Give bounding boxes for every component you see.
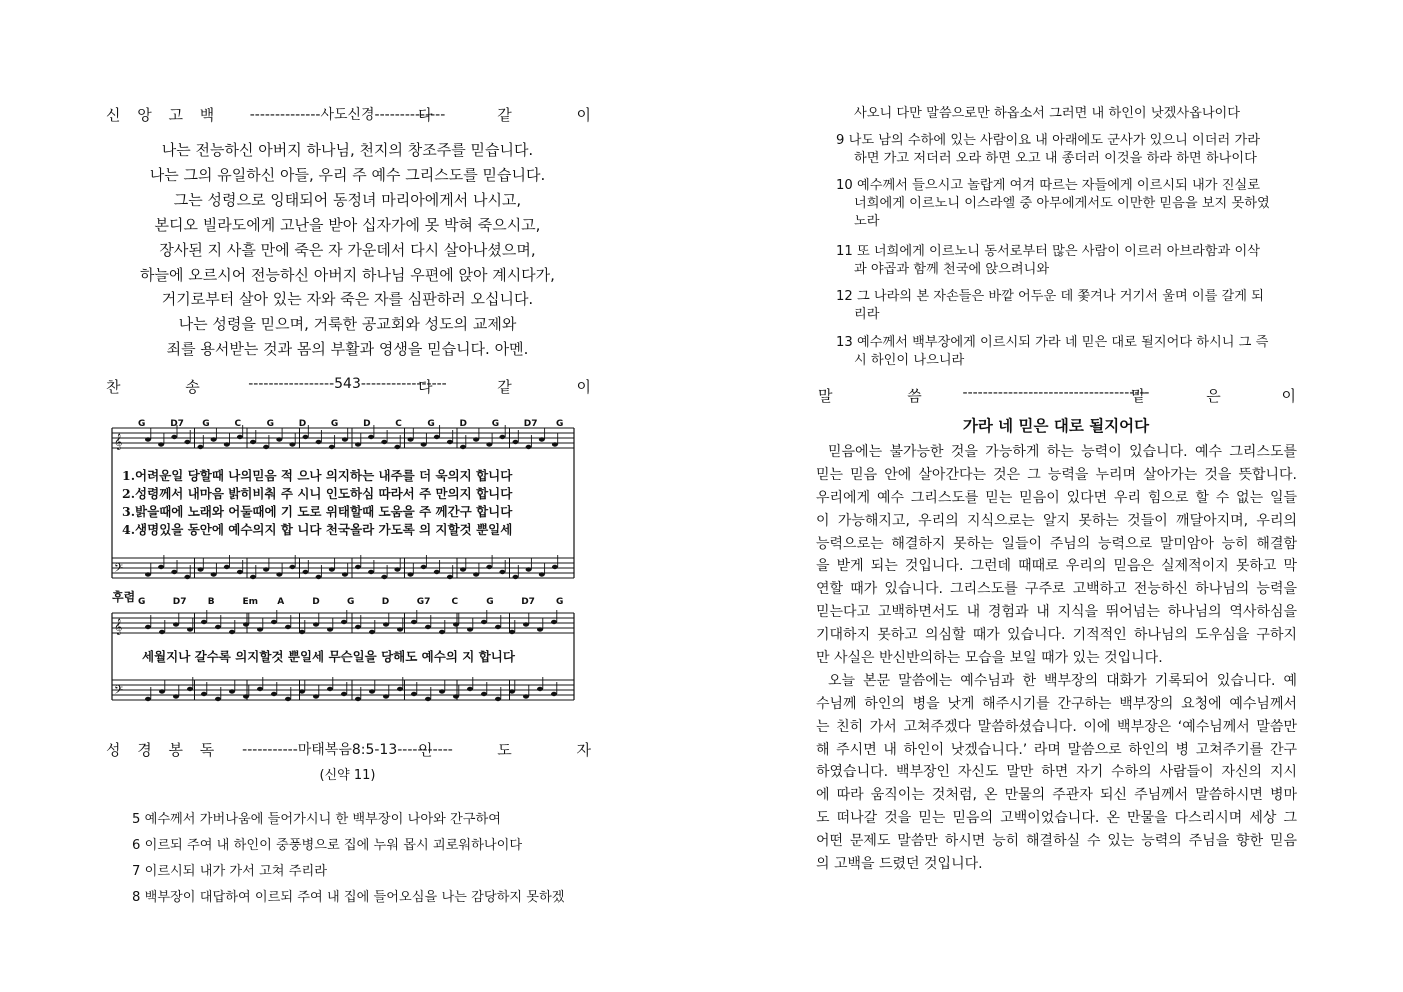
note-head: [394, 445, 400, 449]
note-head: [473, 437, 479, 441]
note-head: [425, 625, 431, 629]
chord-symbol: G: [427, 419, 435, 429]
scripture-verse: 5 예수께서 가버나움에 들어가시니 한 백부장이 나아와 간구하여: [132, 812, 501, 827]
chord-symbol: G: [486, 597, 494, 607]
note-head: [439, 689, 445, 693]
verse-line: 12 그 나라의 본 자손들은 바깥 어두운 데 쫓겨나 거기서 울며 이를 갈게 되: [836, 289, 1264, 304]
note-head: [411, 692, 417, 696]
sermon-line: 믿는 믿음 안에 살아간다는 것은 그 능력을 누리며 살아가는 것을 뜻합니다.: [816, 466, 1297, 483]
note-head: [211, 437, 217, 441]
chord-symbol: D7: [172, 597, 187, 607]
note-head: [447, 440, 453, 444]
reading-passage: -----------마태복음8:5-13-----------: [242, 742, 453, 758]
chord-symbol: G: [266, 419, 274, 429]
hymn-refrain: 세월지나 갈수록 의지할것 뿐일세 무슨일을 당해도 예수의 지 합니다: [142, 649, 515, 664]
chord-symbol: D7: [170, 419, 184, 429]
hymn-score: [108, 418, 578, 718]
note-head: [243, 694, 249, 698]
chord-symbol: A: [277, 597, 285, 607]
note-head: [257, 687, 263, 691]
note-head: [285, 625, 291, 629]
note-head: [408, 437, 414, 441]
note-head: [198, 445, 204, 449]
creed-leader: 다 같 이: [417, 106, 621, 124]
note-head: [224, 442, 230, 446]
chord-symbol: D: [298, 419, 307, 429]
note-head: [257, 627, 263, 631]
sermon-line: 믿는다고 고백하면서도 내 경험과 내 지식을 뛰어넘는 하나님의 역사하심을: [816, 604, 1297, 621]
note-head: [145, 625, 151, 629]
note-head: [229, 689, 235, 693]
note-head: [447, 575, 453, 579]
note-head: [329, 567, 335, 571]
note-head: [329, 445, 335, 449]
note-head: [158, 442, 164, 446]
sermon-line: 믿음에는 불가능한 것을 가능하게 하는 능력이 있습니다. 예수 그리스도를: [828, 444, 1297, 460]
sermon-line: 이 가능해지고, 우리의 지식으로는 알지 못하는 것들이 깨달아지며, 우리의: [816, 512, 1297, 529]
creed-line: 거기로부터 살아 있는 자와 죽은 자를 심판하러 오십니다.: [161, 290, 534, 309]
note-head: [250, 575, 256, 579]
verse-line: 노라: [854, 214, 880, 229]
verse-line: 과 야곱과 함께 천국에 앉으려니와: [854, 262, 1050, 277]
note-head: [158, 565, 164, 569]
verse-line: 10 예수께서 들으시고 놀랍게 여겨 따르는 자들에게 이르시되 내가 진실로: [836, 178, 1260, 193]
note-head: [276, 572, 282, 576]
hymn-verse-3: 3.밝을때에 노래와 어둘때에 기 도로 위태할때 도움을 주 께간구 합니다: [122, 504, 513, 519]
bass-clef: 𝄢: [114, 562, 124, 578]
note-head: [355, 697, 361, 701]
chord-symbol: G: [330, 419, 339, 429]
note-head: [460, 445, 466, 449]
note-head: [316, 575, 322, 579]
sermon-line: 오늘 본문 말씀에는 예수님과 한 백부장의 대화가 기록되어 있습니다. 예: [828, 672, 1297, 689]
chord-symbol: G: [202, 419, 210, 429]
verse-line: 9 나도 남의 수하에 있는 사람이요 내 아래에도 군사가 있으니 이더러 가라: [836, 133, 1260, 148]
sermon-label: 말 씀: [818, 387, 922, 405]
note-head: [421, 442, 427, 446]
scripture-verse: [836, 334, 1268, 370]
note-head: [341, 692, 347, 696]
sermon-line: 도 떠나갈 것을 믿는 믿음의 고백이었습니다. 온 만물을 다스리시며 세상 그: [816, 810, 1297, 827]
note-head: [460, 567, 466, 571]
creed-header: [100, 104, 621, 126]
note-head: [539, 437, 545, 441]
note-head: [215, 697, 221, 701]
chord-symbol: D: [459, 419, 467, 429]
note-head: [313, 694, 319, 698]
chord-symbol: G: [556, 597, 564, 607]
chord-symbol: C: [234, 419, 242, 429]
scripture-verse: [836, 132, 1260, 168]
chord-symbol: G: [138, 419, 146, 429]
verse-line: 하면 가고 저더러 오라 하면 오고 내 종더러 이것을 하라 하면 하나이다: [854, 151, 1257, 166]
note-head: [383, 622, 389, 626]
sermon-line: 어떤 문제도 말씀만 하시면 능히 해결하실 수 있는 능력의 주님을 향한 믿음: [816, 833, 1297, 850]
scripture-verse: 8 백부장이 대답하여 이르되 주여 내 집에 들어오심을 나는 감당하지 못하겠: [132, 890, 565, 905]
sermon-body: [816, 441, 1297, 876]
note-head: [523, 622, 529, 626]
treble-clef: 𝄞: [114, 619, 123, 635]
note-head: [263, 567, 269, 571]
chord-symbol: G7: [416, 597, 431, 607]
scripture-verse: [836, 177, 1270, 231]
sermon-header: [812, 385, 1324, 407]
verse-line: 13 예수께서 백부장에게 이르시되 가라 네 믿은 대로 될지어다 하시니 그 즉: [836, 335, 1269, 350]
note-head: [342, 437, 348, 441]
chord-symbol: G: [491, 419, 500, 429]
note-head: [173, 622, 179, 626]
note-head: [486, 565, 492, 569]
note-head: [224, 565, 230, 569]
sermon-line: 만 사실은 반신반의하는 모습을 보일 때가 있는 것입니다.: [816, 650, 1163, 667]
verse-line: 시 하인이 나으니라: [854, 353, 965, 368]
note-head: [171, 435, 177, 439]
creed-line: 나는 성령을 믿으며, 거룩한 공교회와 성도의 교제와: [178, 315, 517, 334]
chord-row-2: [138, 597, 563, 607]
chord-symbol: G: [347, 597, 355, 607]
note-head: [276, 437, 282, 441]
note-head: [434, 435, 440, 439]
note-head: [355, 565, 361, 569]
note-head: [211, 572, 217, 576]
chord-symbol: C: [395, 419, 402, 429]
creed-line: 본디오 빌라도에게 고난을 받아 십자가에 못 박혀 죽으시고,: [154, 215, 541, 234]
note-head: [237, 435, 243, 439]
note-head: [355, 625, 361, 629]
note-head: [481, 620, 487, 624]
hymn-leader: 다 같 이: [417, 378, 621, 396]
note-head: [526, 445, 532, 449]
reading-label: 성 경 봉 독: [106, 741, 221, 759]
hymn-lyrics: [112, 468, 516, 664]
creed-line: 그는 성령으로 잉태되어 동정녀 마리아에게서 나시고,: [173, 190, 522, 209]
sermon-line: 에 따라 움직이는 것처럼, 온 만물의 주관자 되신 주님께서 말씀하시면 병마: [816, 787, 1297, 804]
note-head: [397, 627, 403, 631]
note-head: [453, 622, 459, 626]
note-head: [495, 697, 501, 701]
note-head: [243, 622, 249, 626]
note-head: [341, 620, 347, 624]
note-head: [499, 570, 505, 574]
hymn-label: 찬 송: [106, 378, 200, 396]
note-head: [342, 572, 348, 576]
refrain-label: 후렴: [112, 590, 136, 604]
note-head: [159, 630, 165, 634]
hymn-verse-4: 4.생명있을 동안에 예수의지 합 니다 천국올라 가도록 의 지할것 뿐일세: [122, 522, 513, 537]
note-head: [425, 697, 431, 701]
note-head: [551, 620, 557, 624]
note-head: [145, 437, 151, 441]
creed-text: [100, 138, 595, 362]
note-head: [411, 620, 417, 624]
note-head: [467, 687, 473, 691]
note-head: [552, 442, 558, 446]
note-head: [467, 627, 473, 631]
hymn-verse-2: 2.성령께서 내마음 밝히비춰 주 시니 인도하심 따라서 주 만의지 합니다: [122, 486, 513, 501]
creed-line: 하늘에 오르시어 전능하신 아버지 하나님 우편에 앉아 계시다가,: [140, 265, 555, 284]
reading-leader: 인 도 자: [417, 741, 621, 759]
sermon-divider: -------------------------------------: [962, 385, 1150, 401]
note-head: [408, 572, 414, 576]
note-head: [229, 630, 235, 634]
sermon-line: 수님께 하인의 병을 낫게 해주시기를 간구하는 백부장의 요청에 예수님께서: [816, 695, 1297, 712]
sermon-preacher: 맡 은 이: [1130, 387, 1324, 405]
note-head: [303, 570, 309, 574]
scripture-verse: 7 이르시되 내가 가서 고쳐 주리라: [132, 864, 327, 879]
note-head: [316, 440, 322, 444]
chord-symbol: B: [207, 597, 215, 607]
sermon-title: 가라 네 믿은 대로 될지어다: [962, 417, 1150, 435]
note-head: [397, 687, 403, 691]
note-head: [289, 565, 295, 569]
bass-staff-2: [112, 680, 574, 700]
note-head: [187, 687, 193, 691]
note-head: [313, 622, 319, 626]
note-head: [184, 575, 190, 579]
scripture-verse: 6 이르되 주여 내 하인이 중풍병으로 집에 누워 몹시 괴로워하나이다: [132, 838, 523, 853]
note-head: [434, 570, 440, 574]
note-head: [327, 627, 333, 631]
note-head: [145, 697, 151, 701]
sermon-line: 는 친히 가서 고쳐주겠다 말씀하셨습니다. 이에 백부장은 ‘예수님께서 말씀만: [816, 718, 1297, 735]
scripture-verse: [836, 288, 1264, 324]
note-head: [526, 567, 532, 571]
note-head: [369, 630, 375, 634]
note-head: [159, 689, 165, 693]
note-head: [263, 445, 269, 449]
note-head: [495, 625, 501, 629]
chord-symbol: D: [363, 419, 371, 429]
chord-symbol: D: [312, 597, 320, 607]
sermon-line: 능력으로는 해결하지 못하는 일들이 주님의 능력으로 말미암아 능히 해결함: [816, 535, 1297, 552]
verse-line: 너희에게 이르노니 이스라엘 중 아무에게서도 이만한 믿음을 보지 못하였: [854, 196, 1270, 211]
hymn-header: [100, 376, 621, 398]
verse-line: 사오니 다만 말씀으로만 하옵소서 그러면 내 하인이 낫겠사옵나이다: [854, 106, 1241, 121]
note-head: [201, 692, 207, 696]
sermon-line: 우리에게 예수 그리스도를 믿는 믿음이 있다면 우리 힘으로 할 수 없는 일들: [816, 489, 1297, 506]
note-head: [421, 565, 427, 569]
note-head: [171, 570, 177, 574]
note-head: [201, 620, 207, 624]
reading-reference: (신약 11): [319, 768, 376, 783]
note-head: [481, 692, 487, 696]
bass-clef: 𝄢: [114, 684, 124, 700]
note-head: [250, 440, 256, 444]
note-head: [513, 440, 519, 444]
note-head: [381, 440, 387, 444]
verse-line: 리라: [854, 307, 880, 322]
note-head: [289, 442, 295, 446]
note-head: [327, 687, 333, 691]
verse-line: 11 또 너희에게 이르노니 동서로부터 많은 사람이 이르러 아브라함과 이삭: [836, 244, 1260, 259]
sermon-line: 해 주시면 내 하인이 낫겠습니다.’ 라며 말씀으로 하인의 병 고쳐주기를 간구: [816, 741, 1297, 758]
treble-clef: 𝄞: [114, 434, 123, 450]
chord-symbol: C: [451, 597, 459, 607]
sermon-line: 기대하지 못하고 의심할 때가 있습니다. 기적적인 하나님의 도우심을 구하지: [816, 627, 1297, 644]
note-head: [486, 442, 492, 446]
note-head: [513, 575, 519, 579]
scripture-verses-left: [132, 807, 564, 911]
note-head: [184, 440, 190, 444]
reading-header: [100, 739, 621, 761]
note-head: [453, 694, 459, 698]
note-head: [537, 687, 543, 691]
creed-label: 신 앙 고 백: [106, 106, 221, 124]
note-head: [271, 620, 277, 624]
note-head: [271, 692, 277, 696]
note-head: [355, 442, 361, 446]
note-head: [552, 565, 558, 569]
note-head: [473, 572, 479, 576]
note-head: [537, 627, 543, 631]
sermon-line: 의 고백을 드렸던 것입니다.: [816, 856, 983, 873]
hymn-verse-1: 1.어려운일 당할때 나의믿음 적 으나 의지하는 내주를 더 욱의지 합니다: [122, 468, 513, 483]
note-head: [394, 567, 400, 571]
creed-line: 장사된 지 사흘 만에 죽은 자 가운데서 다시 살아나셨으며,: [159, 240, 536, 259]
note-head: [523, 694, 529, 698]
chord-symbol: G: [556, 419, 564, 429]
note-head: [368, 435, 374, 439]
note-head: [439, 630, 445, 634]
note-head: [381, 575, 387, 579]
note-head: [187, 627, 193, 631]
note-head: [499, 435, 505, 439]
creed-line: 나는 전능하신 아버지 하나님, 천지의 창조주를 믿습니다.: [161, 141, 534, 159]
creed-title: --------------사도신경--------------: [249, 107, 446, 123]
note-head: [303, 435, 309, 439]
chord-symbol: Em: [242, 597, 259, 607]
note-head: [237, 570, 243, 574]
sermon-line: 을 받게 되는 것입니다. 그런데 때때로 우리의 믿음은 실제적이지 못하고 막: [816, 558, 1297, 575]
note-head: [198, 567, 204, 571]
sermon-line: 하였습니다. 백부장인 자신도 말만 하면 자기 수하의 사람들이 자신의 지시: [816, 764, 1297, 781]
note-head: [539, 572, 545, 576]
scripture-verse: [836, 105, 1240, 123]
chord-symbol: D: [381, 597, 390, 607]
note-head: [383, 694, 389, 698]
chord-symbol: G: [138, 597, 146, 607]
note-head: [551, 692, 557, 696]
creed-line: 죄를 용서받는 것과 몸의 부활과 영생을 믿습니다. 아멘.: [166, 340, 529, 359]
note-head: [368, 570, 374, 574]
note-head: [369, 689, 375, 693]
note-head: [215, 625, 221, 629]
creed-line: 나는 그의 유일하신 아들, 우리 주 예수 그리스도를 믿습니다.: [149, 165, 546, 184]
sermon-line: 연할 때가 있습니다. 그리스도를 구주로 고백하고 전능하신 하나님의 능력을: [816, 581, 1297, 598]
note-head: [173, 694, 179, 698]
chord-symbol: D7: [523, 419, 538, 429]
scripture-verse: [836, 243, 1260, 279]
note-head: [285, 697, 291, 701]
chord-symbol: D7: [521, 597, 535, 607]
hymn-number: -----------------543-----------------: [248, 376, 447, 392]
note-head: [145, 572, 151, 576]
